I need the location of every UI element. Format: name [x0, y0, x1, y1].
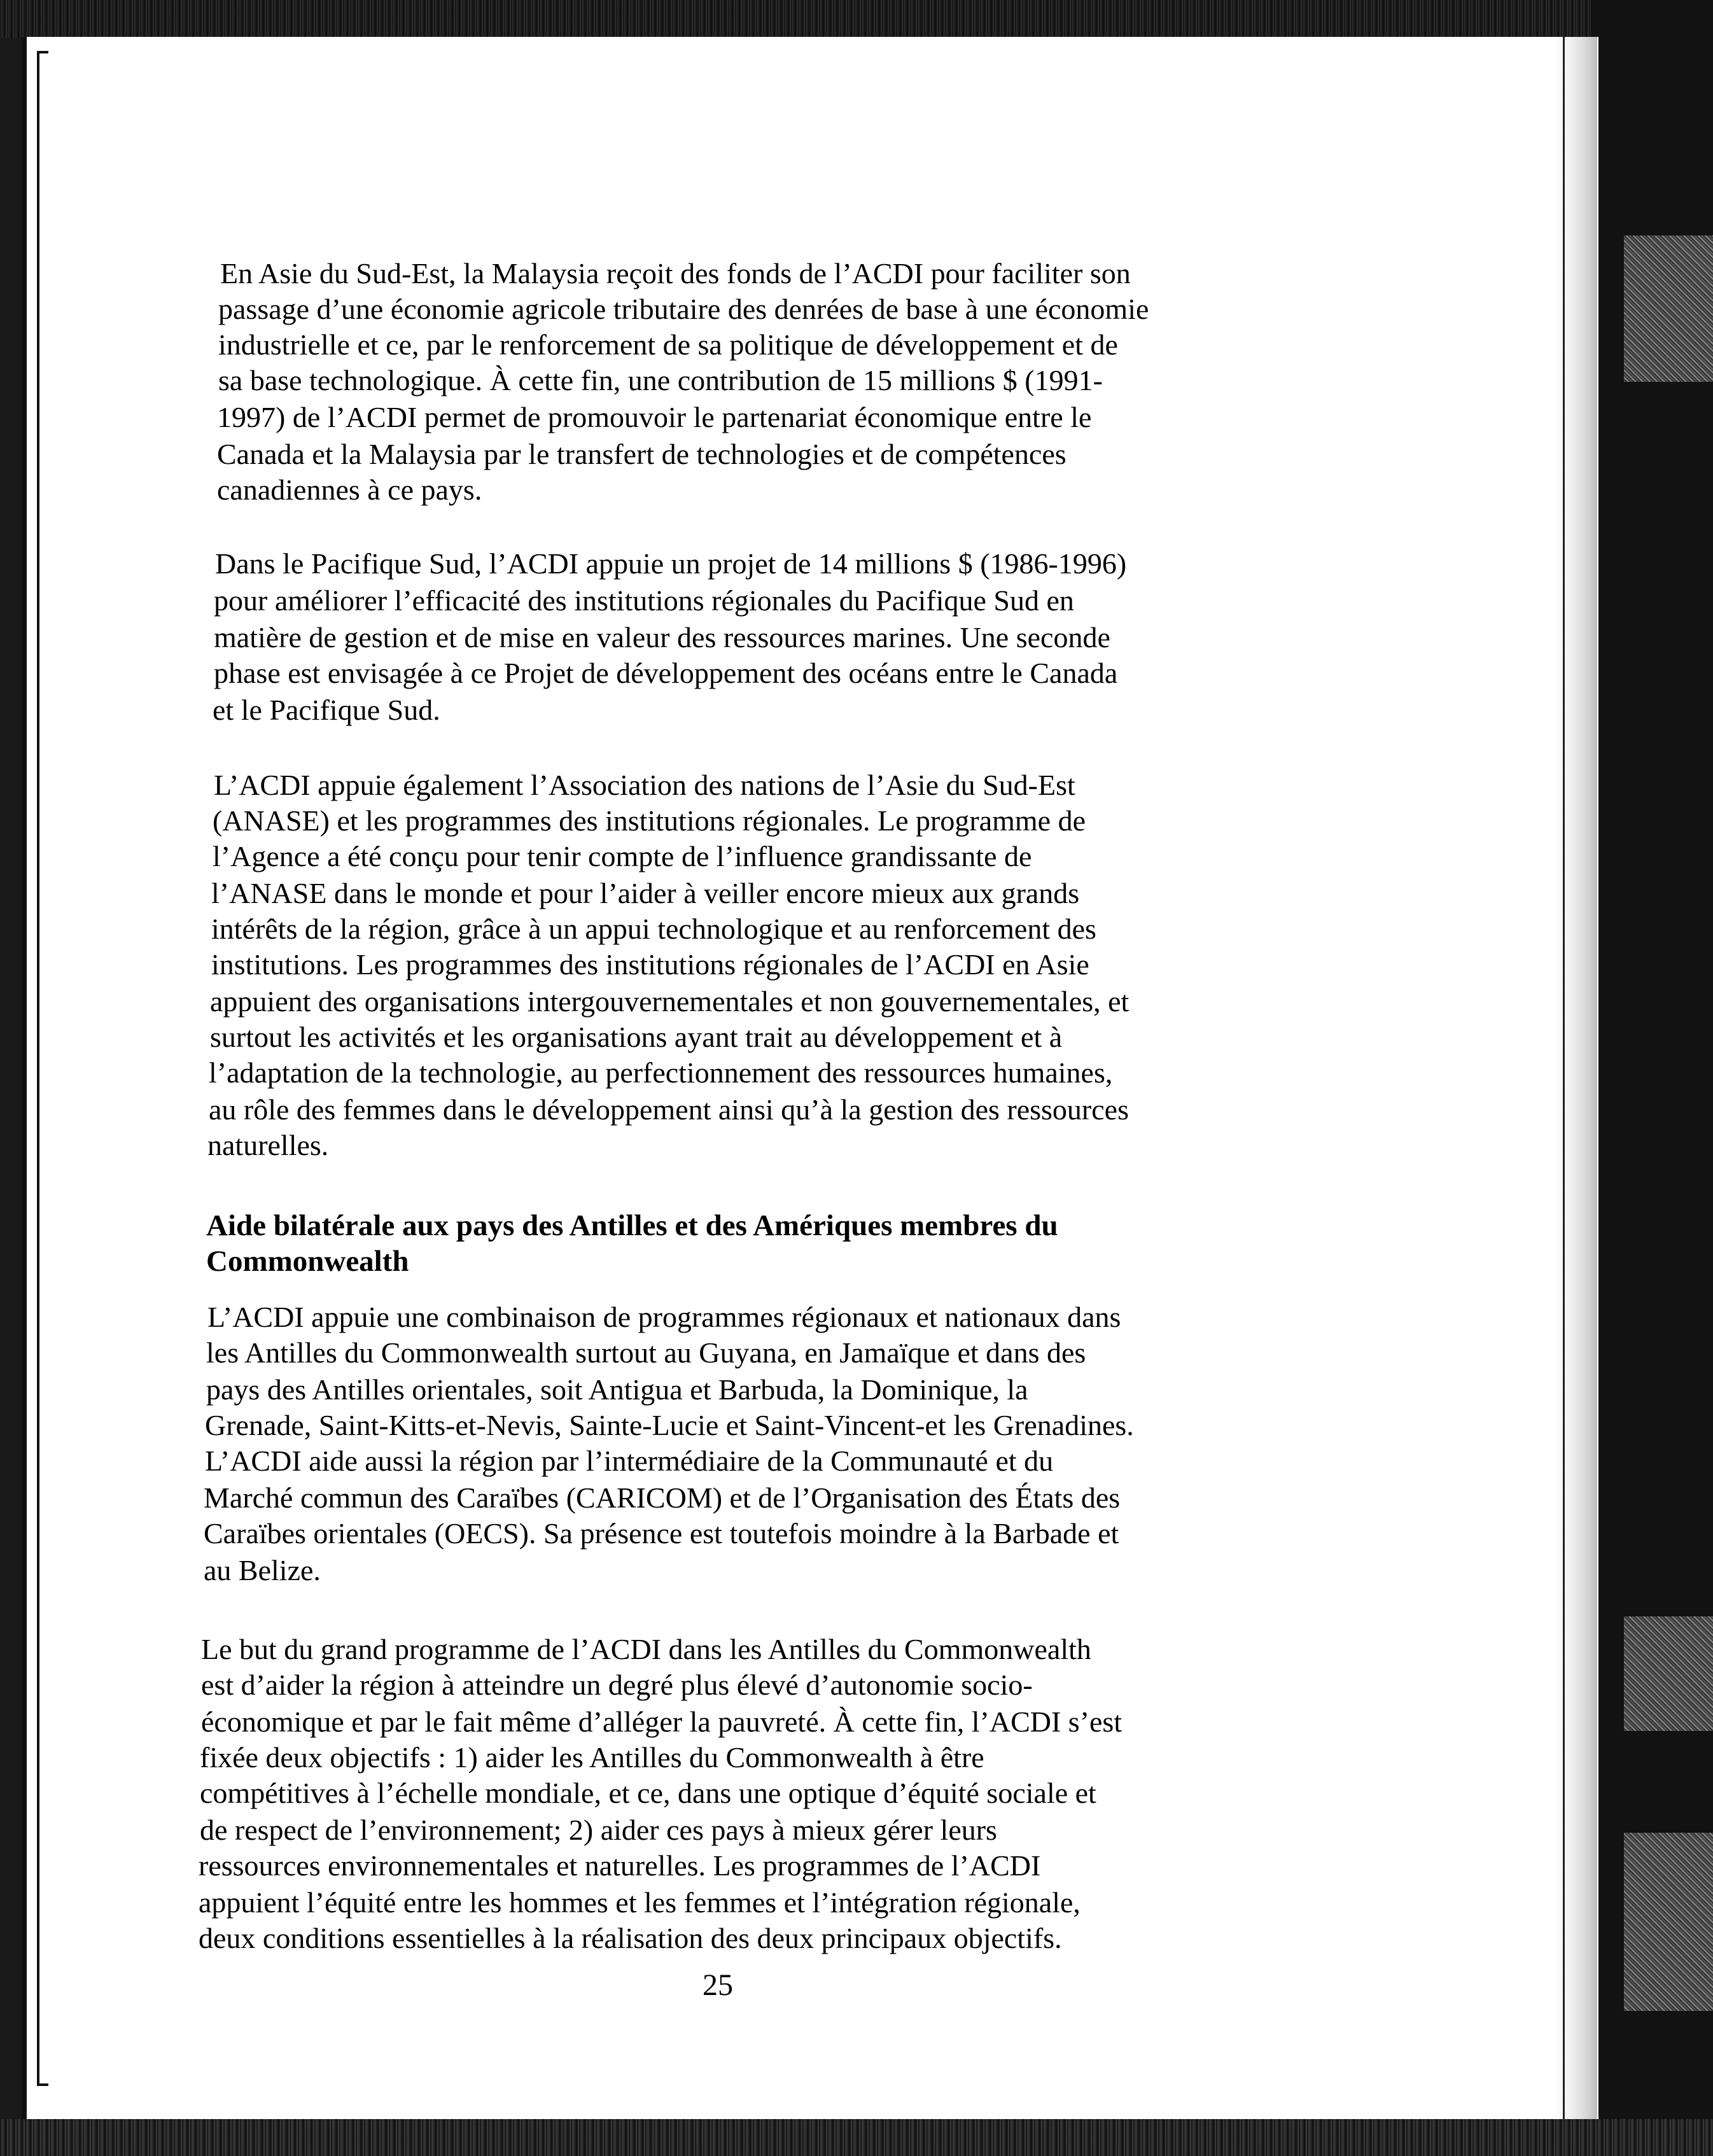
text-line: pour améliorer l’efficacité des institutions régionales du Pacifique Sud en — [214, 584, 1074, 617]
text-line: Dans le Pacifique Sud, l’ACDI appuie un projet de 14 millions $ (1986-1996) — [215, 547, 1127, 580]
text-line: institutions. Les programmes des institutions régionales de l’ACDI en Asie — [211, 948, 1089, 981]
text-line: au Belize. — [204, 1554, 321, 1586]
text-line: de respect de l’environnement; 2) aider ces pays à mieux gérer leurs — [200, 1814, 997, 1846]
text-line: et le Pacifique Sud. — [213, 694, 440, 726]
text-line: En Asie du Sud-Est, la Malaysia reçoit des fonds de l’ACDI pour faciliter son — [220, 257, 1131, 290]
text-line: compétitives à l’échelle mondiale, et ce, dans une optique d’équité sociale et — [200, 1777, 1096, 1809]
text-line: intérêts de la région, grâce à un appui technologique et au renforcement des — [211, 913, 1096, 945]
text-line: industrielle et ce, par le renforcement de sa politique de développement et de — [218, 328, 1118, 361]
text-line: appuient des organisations intergouvernementales et non gouvernementales, et — [210, 985, 1129, 1018]
text-line: Le but du grand programme de l’ACDI dans les Antilles du Commonwealth — [201, 1633, 1091, 1665]
section-heading: Aide bilatérale aux pays des Antilles et des Amériques membres du — [206, 1209, 1058, 1242]
text-line: ressources environnementales et naturelles. Les programmes de l’ACDI — [199, 1849, 1041, 1882]
text-line: L’ACDI appuie une combinaison de programmes régionaux et nationaux dans — [207, 1301, 1121, 1333]
section-heading: Commonwealth — [206, 1245, 409, 1278]
text-line: phase est envisagée à ce Projet de développement des océans entre le Canada — [214, 657, 1118, 689]
text-line: Grenade, Saint-Kitts-et-Nevis, Sainte-Lucie et Saint-Vincent-et les Grenadines. — [205, 1409, 1134, 1441]
text-line: l’ANASE dans le monde et pour l’aider à veiller encore mieux aux grands — [211, 877, 1080, 909]
text-line: Caraïbes orientales (OECS). Sa présence est toutefois moindre à la Barbade et — [204, 1517, 1119, 1550]
text-line: L’ACDI aide aussi la région par l’intermédiaire de la Communauté et du — [205, 1445, 1054, 1477]
text-line: économique et par le fait même d’alléger la pauvreté. À cette fin, l’ACDI s’est — [201, 1705, 1122, 1738]
text-line: 1997) de l’ACDI permet de promouvoir le partenariat économique entre le — [217, 401, 1092, 433]
text-line: Canada et la Malaysia par le transfert de technologies et de compétences — [217, 438, 1066, 470]
text-line: appuient l’équité entre les hommes et les femmes et l’intégration régionale, — [199, 1886, 1080, 1919]
text-line: au rôle des femmes dans le développement ainsi qu’à la gestion des ressources — [209, 1093, 1129, 1126]
text-line: Marché commun des Caraïbes (CARICOM) et de l’Organisation des États des — [204, 1481, 1121, 1514]
text-line: les Antilles du Commonwealth surtout au Guyana, en Jamaïque et dans des — [206, 1336, 1086, 1369]
text-line: surtout les activités et les organisations ayant trait au développement et à — [210, 1021, 1063, 1053]
text-line: deux conditions essentielles à la réalisation des deux principaux objectifs. — [199, 1922, 1062, 1954]
text-line: fixée deux objectifs : 1) aider les Antilles du Commonwealth à être — [200, 1741, 984, 1774]
text-line: l’adaptation de la technologie, au perfectionnement des ressources humaines, — [209, 1056, 1113, 1089]
text-line: passage d’une économie agricole tributaire des denrées de base à une économie — [218, 293, 1149, 325]
text-line: naturelles. — [207, 1129, 329, 1161]
text-line: canadiennes à ce pays. — [217, 473, 482, 506]
text-line: matière de gestion et de mise en valeur des ressources marines. Une seconde — [214, 621, 1110, 654]
text-line: L’ACDI appuie également l’Association des nations de l’Asie du Sud-Est — [214, 769, 1075, 801]
text-line: est d’aider la région à atteindre un degré plus élevé d’autonomie socio- — [201, 1669, 1033, 1701]
text-line: sa base technologique. À cette fin, une contribution de 15 millions $ (1991- — [218, 364, 1103, 396]
text-line: (ANASE) et les programmes des institutions régionales. Le programme de — [213, 804, 1086, 837]
text-line: l’Agence a été conçu pour tenir compte de l’influence grandissante de — [213, 840, 1032, 872]
text-line: pays des Antilles orientales, soit Antigua et Barbuda, la Dominique, la — [206, 1373, 1028, 1406]
page-number: 25 — [703, 1968, 733, 2002]
